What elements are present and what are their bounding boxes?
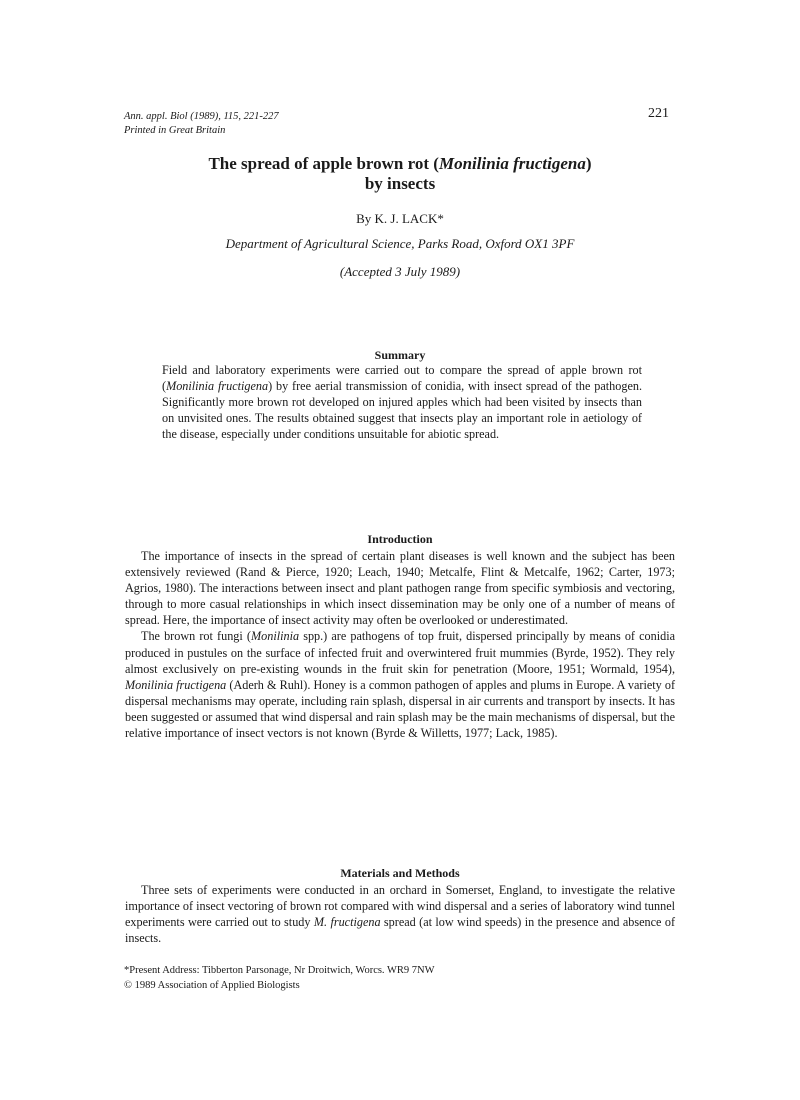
affiliation: Department of Agricultural Science, Parks Road, Oxford OX1 3PF (225, 236, 575, 251)
title-italic: Monilinia fructigena (438, 154, 586, 173)
intro-paragraph-1: The importance of insects in the spread of certain plant diseases is well known and the subject has been extensively reviewed (Rand & Pierce, 1920; Leach, 1940; Metcalfe, Flint & Metcalfe, 1962; Carter, 1973; Agrios, 1980). The interactions between insect and plant pathogen range from specific symbiosis and vectoring, through to more casual relationships in which insect dissemination may be only one of a number of means of spread. Here, the importance of insect activity may often be overlooked or underestimated. (125, 549, 675, 628)
footnote-copyright: © 1989 Association of Applied Biologists (124, 980, 300, 991)
footnotes (124, 963, 435, 993)
summary-text-part: ) by free aerial transmission of conidia, with insect spread of the pathogen. Significantly more brown rot developed on injured apples which had been visited by insects than on unvisited ones. The results obtained suggest that insects play an important role in aetiology of the disease, especially under conditions unsuitable for abiotic spread. (162, 379, 642, 441)
footnote-address: *Present Address: Tibberton Parsonage, Nr Droitwich, Worcs. WR9 7NW (124, 965, 435, 976)
accepted-date: (Accepted 3 July 1989) (339, 264, 461, 279)
intro-text-part: spp.) are pathogens of top fruit, dispersed principally by means of conidia produced in pustules on the surface of infected fruit and overwintered fruit mummies (Byrde, 1952). They rely almost exclusively on pre-existing wounds in the fruit skin for penetration (Moore, 1951; Wormald, 1954), (125, 629, 675, 676)
methods-text-part: Three sets of experiments were conducted in an orchard in Somerset, England, to investigate the relative importance of insect vectoring of brown rot compared with wind dispersal and a series of laboratory wind tunnel experiments were carried out to study (125, 883, 675, 930)
title-line-1 (100, 154, 700, 174)
methods-heading: Materials and Methods (340, 866, 460, 880)
intro-paragraph-2 (125, 628, 675, 741)
intro-italic: Monilinia fructigena (125, 677, 227, 692)
introduction-text (125, 548, 675, 741)
intro-text-part: (Aderh & Ruhl). Honey is a common pathogen of apples and plums in Europe. A variety of dispersal mechanisms may operate, including rain splash, dispersal in air currents and transport by insects. It has been suggested or assumed that wind dispersal and rain splash may be the main mechanisms of dispersal, but the relative importance of insect vectors is not known (Byrde & Willetts, 1977; Lack, 1985). (125, 677, 676, 741)
title-post: ) (585, 154, 592, 173)
title-pre: The spread of apple brown rot ( (208, 154, 439, 173)
methods-paragraph-1 (125, 882, 675, 946)
summary-italic: Monilinia fructigena (166, 379, 269, 393)
printed-line: Printed in Great Britain (124, 125, 226, 136)
intro-text-part: The brown rot fungi ( (141, 629, 251, 644)
summary-text (162, 362, 642, 442)
methods-text-part: spread (at low wind speeds) in the presence and absence of insects. (125, 915, 675, 946)
methods-text (125, 882, 675, 946)
summary-heading: Summary (374, 348, 426, 362)
introduction-heading: Introduction (367, 532, 433, 546)
summary-text-part: Field and laboratory experiments were carried out to compare the spread of apple brown rot ( (162, 363, 642, 393)
paper-title (100, 154, 700, 194)
methods-italic: M. fructigena (313, 915, 381, 930)
journal-citation (124, 110, 279, 138)
page-number: 221 (648, 106, 669, 121)
intro-italic: Monilinia (250, 629, 300, 644)
title-line-2: by insects (364, 174, 436, 193)
journal-line: Ann. appl. Biol (1989), 115, 221-227 (124, 111, 279, 122)
author: By K. J. LACK* (356, 211, 444, 226)
